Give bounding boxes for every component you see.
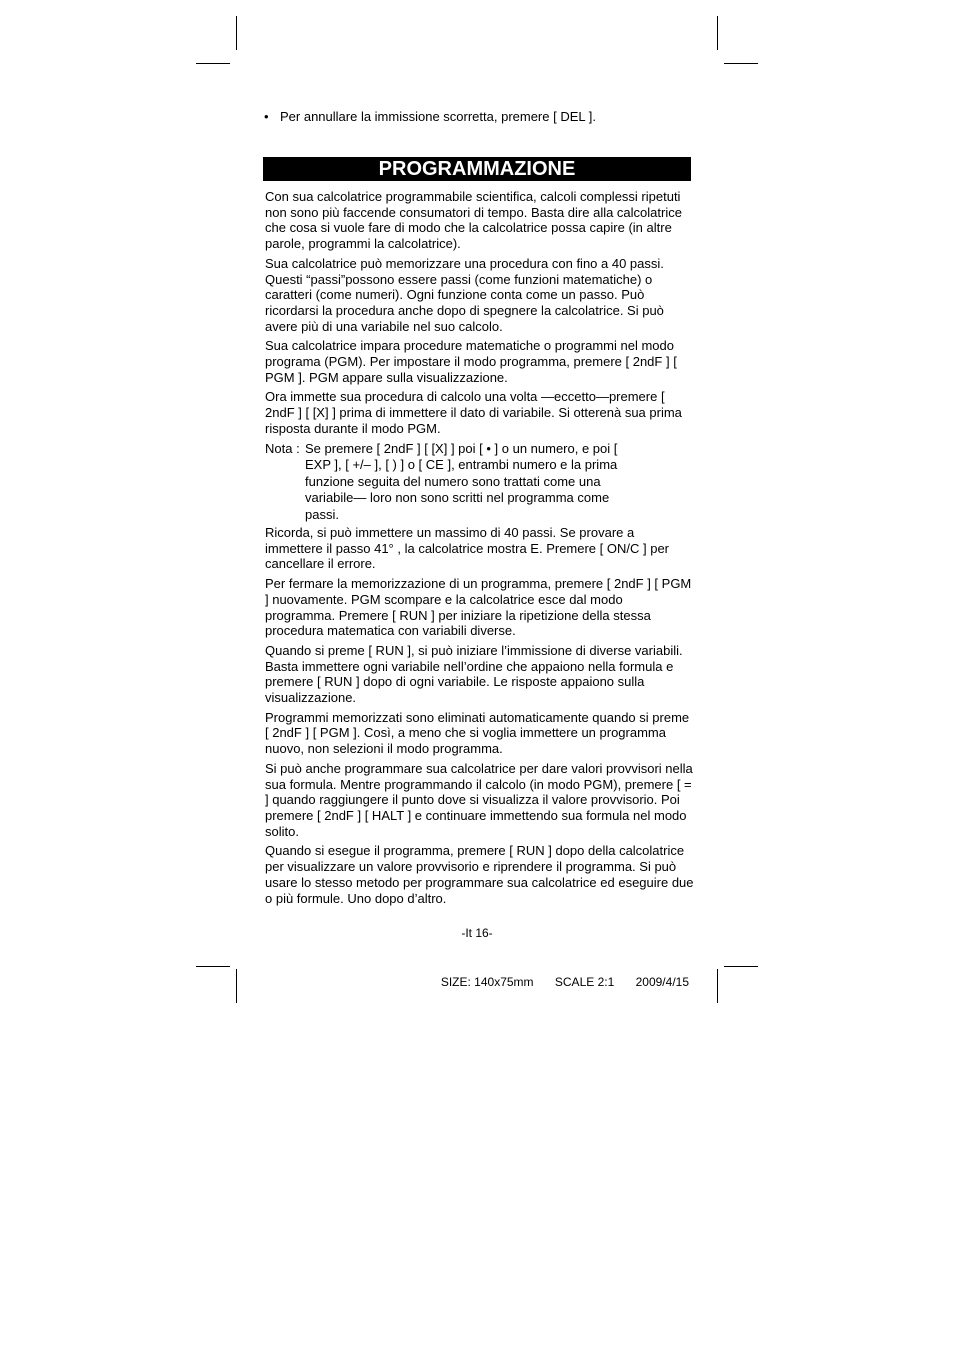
section-title: PROGRAMMAZIONE bbox=[263, 157, 691, 181]
footer-size: SIZE: 140x75mm bbox=[440, 975, 534, 989]
paragraph: Con sua calcolatrice programmabile scientifica, calcoli complessi ripetuti non sono più faccende consumatori di tempo. Basta dire alla calcolatrice che cosa si vuole fare di modo che la calcolatrice possa capire (in altre parole, programmi la calcolatrice). bbox=[265, 189, 682, 252]
crop-mark-top-right-vertical bbox=[717, 16, 718, 50]
paragraph: Si può anche programmare sua calcolatrice per dare valori provvisori nella sua formula. Mentre programmando il calcolo (in modo PGM), premere [ = ] quando raggiungere il punto dove si visualizza il valore provvisorio. Poi premere [ 2ndF ] [ HALT ] e continuare immettendo sua formula nel modo solito. bbox=[265, 760, 693, 839]
paragraph: Programmi memorizzati sono eliminati automaticamente quando si preme [ 2ndF ] [ PGM ]. Così, a meno che si voglia immettere un programma nuovo, non selezioni il modo programma. bbox=[265, 709, 690, 757]
footer-date: 2009/4/15 bbox=[635, 975, 689, 989]
note bbox=[265, 441, 695, 524]
note-text: Se premere [ 2ndF ] [ [X] ] poi [ • ] o un numero, e poi [ EXP ], [ +/– ], [ ) ] o [ CE ], entrambi numero e la prima funzione seguita del numero sono trattati come una variabile— loro non sono scritti nel programma come passi. bbox=[305, 440, 618, 522]
note-label: Nota : bbox=[265, 440, 300, 456]
crop-mark-top-left-vertical bbox=[236, 16, 237, 50]
paragraph: Sua calcolatrice impara procedure matematiche o programmi nel modo programa (PGM). Per impostare il modo programma, premere [ 2ndF ] [ PGM ]. PGM appare sulla visualizzazione. bbox=[265, 338, 677, 385]
crop-mark-bottom-left-horizontal bbox=[196, 966, 230, 967]
paragraph: Quando si preme [ RUN ], si può iniziare l’immissione di diverse variabili. Basta immettere ogni variabile nell’ordine che appaiono nella formula e premere [ RUN ] dopo di ogni variabile. Le risposte appaiono sulla visualizzazione. bbox=[265, 642, 683, 706]
paragraph: Sua calcolatrice può memorizzare una procedura con fino a 40 passi. Questi “passi”possono essere passi (come funzioni matematiche) o caratteri (come numeri). Ogni funzione conta come un passo. Può ricordarsi la procedura anche dopo di spegnere la calcolatrice. Si può avere più di una variabile nel suo calcolo. bbox=[265, 255, 664, 334]
paragraph: Ricorda, si può immettere un massimo di 40 passi. Se provare a immettere il passo 41° , la calcolatrice mostra E. Premere [ ON/C ] per cancellare il errore. bbox=[265, 525, 669, 572]
paragraph: Per fermare la memorizzazione di un programma, premere [ 2ndF ] [ PGM ] nuovamente. PGM scompare e la calcolatrice esce dal modo programma. Premere [ RUN ] per iniziare la ripetizione della stessa procedura matematica con variabili diverse. bbox=[265, 576, 692, 639]
crop-mark-bottom-right-horizontal bbox=[724, 966, 758, 967]
bullet-text: Per annullare la immissione scorretta, premere [ DEL ]. bbox=[280, 109, 596, 124]
bullet-item bbox=[264, 108, 694, 125]
paragraph: Ora immette sua procedura di calcolo una volta —eccetto—premere [ 2ndF ] [ [X] ] prima di immettere il dato di variabile. Si otterenà sua prima risposta durante il modo PGM. bbox=[265, 389, 682, 436]
crop-mark-bottom-right-vertical bbox=[717, 969, 718, 1003]
print-footer bbox=[423, 975, 689, 989]
body-text bbox=[265, 189, 695, 910]
page-number: -It 16- bbox=[461, 926, 493, 940]
footer-scale: SCALE 2:1 bbox=[554, 975, 615, 989]
crop-mark-top-right-horizontal bbox=[724, 63, 758, 64]
bullet-icon: • bbox=[264, 109, 269, 124]
crop-mark-bottom-left-vertical bbox=[236, 969, 237, 1003]
crop-mark-top-left-horizontal bbox=[196, 63, 230, 64]
paragraph: Quando si esegue il programma, premere [ RUN ] dopo della calcolatrice per visualizzare un valore provvisorio e riprendere il programma. Si può usare lo stesso metodo per programmare sua calcolatrice ed eseguire due o più formule. Uno dopo d’altro. bbox=[265, 843, 694, 906]
